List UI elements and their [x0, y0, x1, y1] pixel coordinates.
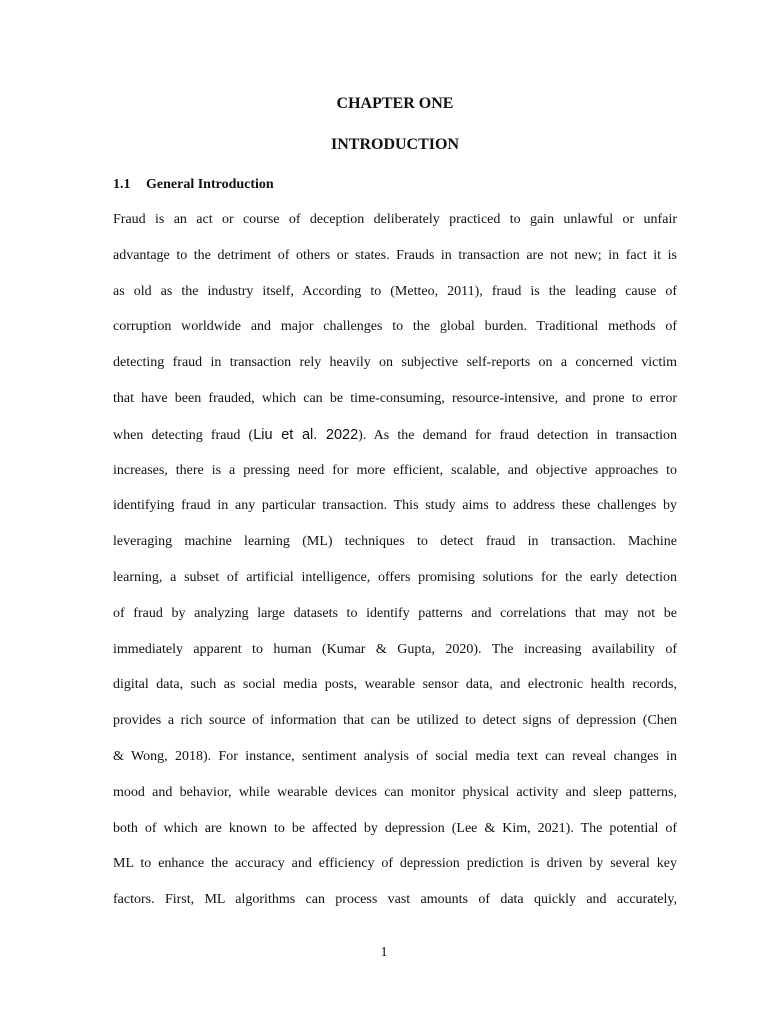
body-line: corruption worldwide and major challenges to the global burden. Traditional methods of: [113, 319, 677, 335]
body-text-segment: when detecting fraud (: [113, 427, 254, 443]
chapter-title: CHAPTER ONE: [336, 95, 454, 112]
section-title: General Introduction: [146, 177, 274, 192]
section-number: 1.1: [113, 177, 131, 192]
body-line: ML to enhance the accuracy and efficiency of depression prediction is driven by several key: [113, 856, 677, 872]
body-paragraph: [113, 210, 677, 926]
chapter-subtitle: INTRODUCTION: [330, 136, 459, 153]
body-line: & Wong, 2018). For instance, sentiment analysis of social media text can reveal changes in: [113, 748, 677, 764]
body-line: that have been frauded, which can be time-consuming, resource-intensive, and prone to error: [113, 390, 677, 406]
body-line: factors. First, ML algorithms can process vast amounts of data quickly and accurately,: [113, 892, 677, 908]
body-line: learning, a subset of artificial intelligence, offers promising solutions for the early detection: [113, 569, 677, 585]
body-line: increases, there is a pressing need for more efficient, scalable, and objective approaches to: [113, 462, 677, 478]
body-line: digital data, such as social media posts, wearable sensor data, and electronic health records,: [113, 677, 677, 693]
citation: Liu et al. 2022: [253, 426, 359, 443]
body-line: leveraging machine learning (ML) techniques to detect fraud in transaction. Machine: [113, 534, 677, 550]
body-line: Fraud is an act or course of deception deliberately practiced to gain unlawful or unfair: [113, 212, 677, 227]
body-text-segment: ). As the demand for fraud detection in transaction: [358, 427, 677, 443]
body-line: of fraud by analyzing large datasets to identify patterns and correlations that may not be: [113, 605, 677, 621]
body-line: as old as the industry itself, According to (Metteo, 2011), fraud is the leading cause of: [113, 283, 677, 299]
body-line: identifying fraud in any particular transaction. This study aims to address these challenges by: [113, 498, 677, 514]
body-line: advantage to the detriment of others or states. Frauds in transaction are not new; in fact it is: [113, 247, 677, 263]
body-line: detecting fraud in transaction rely heavily on subjective self-reports on a concerned victim: [113, 355, 677, 371]
section-heading: [113, 175, 274, 195]
body-line: immediately apparent to human (Kumar & Gupta, 2020). The increasing availability of: [113, 641, 677, 657]
page-number: 1: [380, 945, 388, 960]
body-line: both of which are known to be affected by depression (Lee & Kim, 2021). The potential of: [113, 820, 677, 836]
body-line: mood and behavior, while wearable devices can monitor physical activity and sleep patterns,: [113, 784, 677, 800]
body-line: [113, 425, 677, 461]
body-line: provides a rich source of information that can be utilized to detect signs of depression (Chen: [113, 713, 677, 729]
